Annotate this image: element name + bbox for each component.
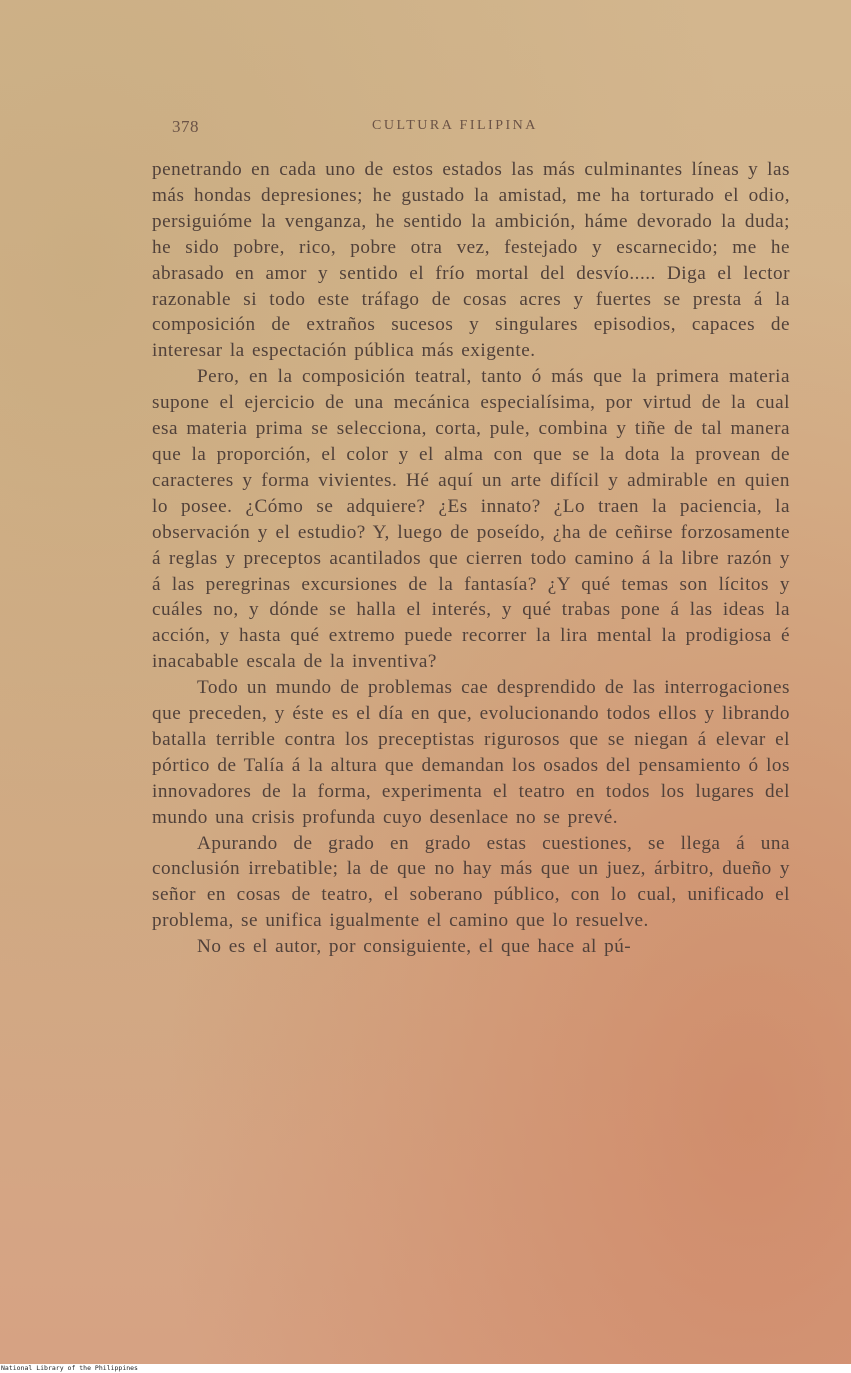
footer-strip	[0, 1364, 851, 1373]
page-header	[172, 117, 788, 139]
library-credit: National Library of the Philippines	[1, 1364, 138, 1372]
paragraph: Pero, en la composición teatral, tanto ó más que la primera materia supone el ejercicio de una mecánica especialísima, por virtud de la cual esa materia prima se selecciona, corta, pule, combina y tiñe de tal manera que la proporción, el color y el alma con que se la dota la provean de caracteres y forma vivientes. Hé aquí un arte difícil y admirable en quien lo posee. ¿Cómo se adquiere? ¿Es innato? ¿Lo traen la paciencia, la observación y el estudio? Y, luego de poseído, ¿ha de ceñirse forzosamente á reglas y preceptos acantilados que cierren todo camino á la libre razón y á las peregrinas excursiones de la fantasía? ¿Y qué temas son lícitos y cuáles no, y dónde se halla el interés, y qué trabas pone á las ideas la acción, y hasta qué extremo puede recorrer la lira mental la prodigiosa é inacabable escala de la inventiva?	[152, 366, 790, 673]
page-number: 378	[172, 117, 199, 136]
paragraph: No es el autor, por consiguiente, el que hace al pú-	[197, 936, 632, 958]
paragraph: penetrando en cada uno de estos estados las más culminantes líneas y las más hondas depresiones; he gustado la amistad, me ha torturado el odio, persiguióme la venganza, he sentido la ambición, háme devorado la duda; he sido pobre, rico, pobre otra vez, festejado y escarnecido; me he abrasado en amor y sentido el frío mortal del desvío..... Diga el lector razonable si todo este tráfago de cosas acres y fuertes se presta á la composición de extraños sucesos y singulares episodios, capaces de interesar la espectación pública más exigente.	[152, 159, 790, 362]
body-text	[152, 157, 790, 960]
paragraph: Apurando de grado en grado estas cuestiones, se llega á una conclusión irrebatible; la de que no hay más que un juez, árbitro, dueño y señor en cosas de teatro, el soberano público, con lo cual, unificado el problema, se unifica igualmente el camino que lo resuelve.	[152, 832, 790, 932]
running-title: CULTURA FILIPINA	[372, 118, 538, 133]
paragraph: Todo un mundo de problemas cae desprendido de las interrogaciones que preceden, y éste es el día en que, evolucionando todos ellos y librando batalla terrible contra los preceptistas rigurosos que se niegan á elevar el pórtico de Talía á la altura que demandan los osados del pensamiento ó los innovadores de la forma, experimenta el teatro en todos los lugares del mundo una crisis profunda cuyo desenlace no se prevé.	[152, 677, 790, 828]
